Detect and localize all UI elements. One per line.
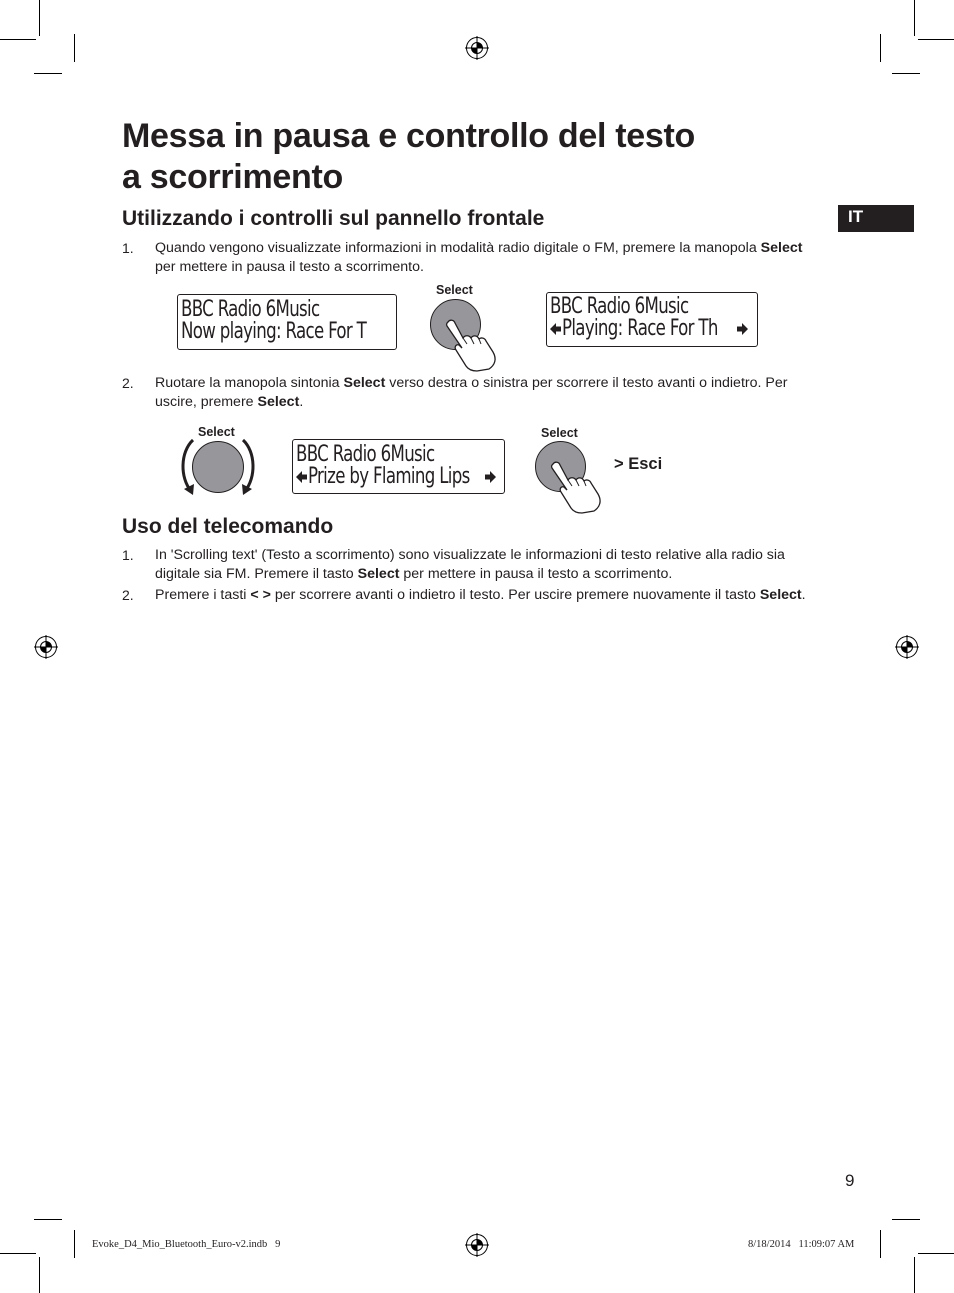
step-text: Quando vengono visualizzate informazioni in modalità radio digitale o FM, premere la manopola Select per mettere in pausa il testo a scorrimento. [155, 240, 803, 275]
section-heading-front-panel: Utilizzando i controlli sul pannello frontale [122, 207, 545, 230]
page-title [122, 116, 695, 198]
step-text: In 'Scrolling text' (Testo a scorrimento) sono visualizzate le informazioni di testo relative alla radio sia digitale sia FM. Premere il tasto Select per mettere in pausa il testo a scorrimento. [155, 547, 785, 582]
step-number: 1. [122, 547, 134, 563]
registration-mark-icon [34, 635, 58, 659]
registration-mark-icon [465, 1233, 489, 1257]
lcd-line-2: Playing: Race For Th [562, 316, 718, 341]
step-number: 1. [122, 240, 134, 256]
title-line-2: a scorrimento [122, 158, 343, 196]
rotate-arrows-icon [179, 436, 257, 498]
title-line-1: Messa in pausa e controllo del testo [122, 117, 696, 155]
lcd-line-1: BBC Radio 6Music [550, 294, 689, 319]
step-text: Ruotare la manopola sintonia Select verso destra o sinistra per scorrere il testo avanti o indietro. Per uscire, premere Select. [155, 375, 788, 410]
lcd-display [546, 292, 758, 347]
footer-timestamp: 8/18/2014 11:09:07 AM [748, 1239, 855, 1250]
step-number: 2. [122, 587, 134, 603]
step-number: 2. [122, 375, 134, 391]
hand-press-icon [549, 460, 605, 514]
arrow-right-icon [737, 322, 748, 336]
footer-filename: Evoke_D4_Mio_Bluetooth_Euro-v2.indb 9 [92, 1239, 281, 1250]
lcd-line-1: BBC Radio 6Music [296, 442, 435, 467]
lcd-line-1: BBC Radio 6Music [181, 297, 320, 322]
arrow-left-icon [550, 322, 561, 336]
registration-mark-icon [465, 36, 489, 60]
lcd-display [292, 439, 505, 494]
arrow-right-icon [485, 470, 496, 484]
exit-label: > Esci [614, 455, 663, 473]
hand-press-icon [444, 318, 500, 372]
page-number: 9 [845, 1171, 855, 1190]
section-heading-remote: Uso del telecomando [122, 515, 334, 538]
lcd-line-2: Prize by Flaming Lips [308, 464, 470, 489]
select-label: Select [541, 426, 578, 440]
lcd-line-2: Now playing: Race For T [181, 319, 367, 344]
language-tab: IT [838, 205, 914, 232]
registration-mark-icon [895, 635, 919, 659]
select-label: Select [198, 425, 235, 439]
lcd-display [177, 294, 397, 350]
arrow-left-icon [296, 470, 307, 484]
select-label: Select [436, 283, 473, 297]
step-text: Premere i tasti < > per scorrere avanti o indietro il testo. Per uscire premere nuovamente il tasto Select. [155, 587, 806, 603]
